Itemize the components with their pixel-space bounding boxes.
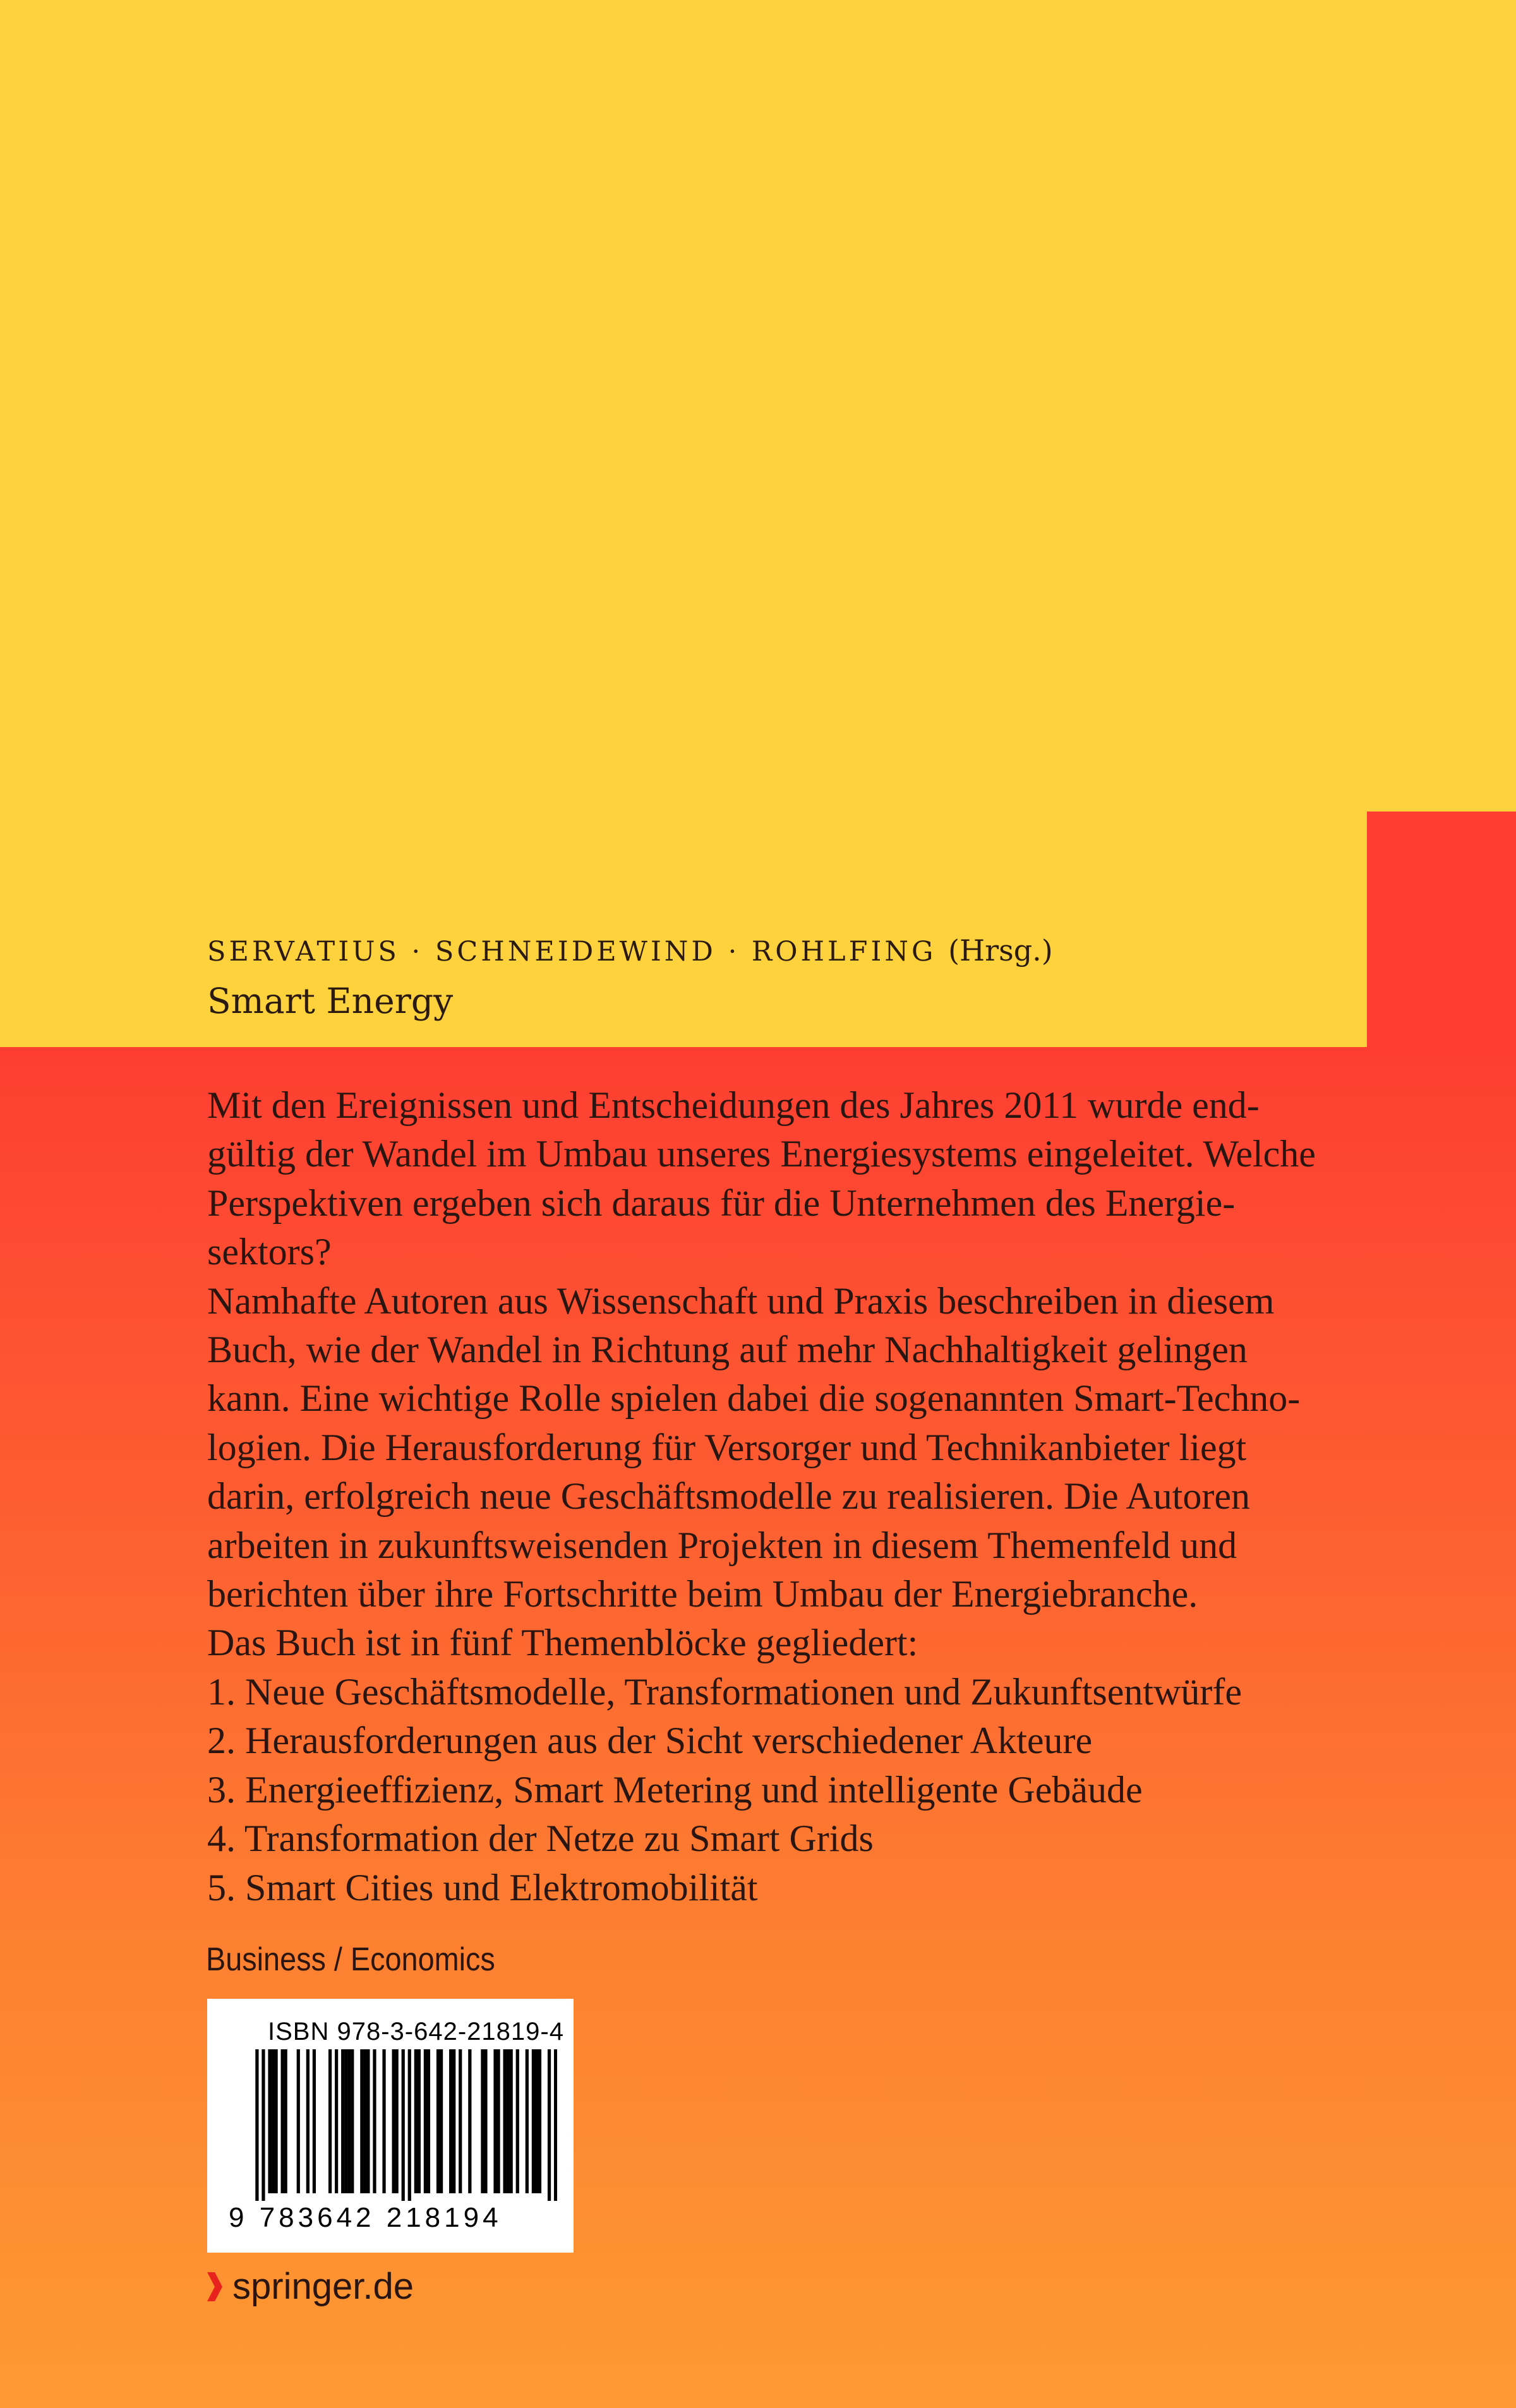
- barcode-panel: [207, 1999, 574, 2253]
- topic-list-item: 3. Energieeffizienz, Smart Metering und intelligente Gebäude: [207, 1768, 1143, 1811]
- blurb-line: Das Buch ist in fünf Themenblöcke gegliedert:: [207, 1622, 918, 1664]
- red-accent-tab: [1367, 812, 1516, 1051]
- barcode-bar: [548, 2049, 551, 2201]
- barcode-bar: [516, 2049, 519, 2193]
- topic-list-item: 2. Herausforderungen aus der Sicht verschiedener Akteure: [207, 1720, 1093, 1762]
- blurb-line: darin, erfolgreich neue Geschäftsmodelle zu realisieren. Die Autoren: [207, 1475, 1250, 1518]
- barcode-bar: [271, 2049, 274, 2193]
- barcode-image: [224, 2049, 557, 2201]
- barcode-bar: [538, 2049, 541, 2193]
- editors-line: [207, 933, 1053, 967]
- barcode-bar: [373, 2049, 376, 2193]
- barcode-bar: [360, 2049, 363, 2193]
- barcode-bar: [284, 2049, 287, 2193]
- barcode-bar: [459, 2049, 462, 2193]
- barcode-bar: [408, 2049, 411, 2201]
- barcode-digits: 9 783642 218194: [229, 2202, 502, 2233]
- barcode-bar: [328, 2049, 332, 2193]
- publisher-url: springer.de: [232, 2266, 414, 2307]
- barcode-bar: [436, 2049, 440, 2193]
- category-label: Business / Economics: [206, 1941, 495, 1978]
- blurb-line: kann. Eine wichtige Rolle spielen dabei die sogenannten Smart-Techno-: [207, 1377, 1301, 1420]
- barcode-bar: [274, 2049, 277, 2193]
- barcode-bar: [341, 2049, 344, 2193]
- barcode-bar: [414, 2049, 418, 2193]
- barcode-bar: [496, 2049, 500, 2193]
- barcode-bar: [281, 2049, 284, 2193]
- top-yellow-panel: [0, 0, 1516, 1048]
- barcode-bar: [262, 2049, 265, 2201]
- barcode-bar: [440, 2049, 443, 2193]
- barcode-bar: [313, 2049, 316, 2193]
- blurb-line: gültig der Wandel im Umbau unseres Energiesystems eingeleitet. Welche: [207, 1133, 1316, 1175]
- barcode-bar: [526, 2049, 529, 2193]
- barcode-bar: [510, 2049, 513, 2193]
- barcode-bar: [503, 2049, 507, 2193]
- isbn-label: ISBN 978-3-642-21819-4: [268, 2018, 564, 2046]
- barcode-bar: [535, 2049, 538, 2193]
- barcode-bar: [554, 2049, 557, 2201]
- barcode-bar: [468, 2049, 471, 2193]
- barcode-bar: [481, 2049, 484, 2193]
- barcode-bar: [532, 2049, 535, 2193]
- topic-list-item: 1. Neue Geschäftsmodelle, Transformationen und Zukunftsentwürfe: [207, 1670, 1242, 1713]
- barcode-bar: [493, 2049, 496, 2193]
- barcode-bar: [382, 2049, 385, 2193]
- barcode-bar: [363, 2049, 366, 2193]
- editors-names: SERVATIUS · SCHNEIDEWIND · ROHLFING: [207, 936, 937, 967]
- barcode-bar: [344, 2049, 347, 2193]
- editors-suffix: (Hrsg.): [948, 933, 1053, 967]
- blurb-text: [207, 1081, 1407, 1912]
- book-title: Smart Energy: [207, 981, 454, 1021]
- blurb-line: Perspektiven ergeben sich daraus für die Unternehmen des Energie-: [207, 1182, 1236, 1224]
- barcode-bar: [424, 2049, 427, 2193]
- barcode-bar: [366, 2049, 370, 2193]
- blurb-line: logien. Die Herausforderung für Versorger und Technikanbieter liegt: [207, 1426, 1247, 1468]
- barcode-bar: [347, 2049, 351, 2193]
- barcode-bar: [351, 2049, 354, 2193]
- publisher-link[interactable]: [206, 2265, 414, 2308]
- barcode-bar: [449, 2049, 452, 2193]
- blurb-line: Namhafte Autoren aus Wissenschaft und Praxis beschreiben in diesem: [207, 1279, 1275, 1322]
- barcode-bar: [306, 2049, 310, 2193]
- barcode-bar: [418, 2049, 421, 2193]
- barcode-bar: [335, 2049, 338, 2193]
- blurb-line: Buch, wie der Wandel in Richtung auf mehr Nachhaltigkeit gelingen: [207, 1329, 1248, 1371]
- blurb-line: arbeiten in zukunftsweisenden Projekten in diesem Themenfeld und: [207, 1524, 1237, 1566]
- barcode-bar: [507, 2049, 510, 2193]
- chevron-right-icon: [206, 2268, 224, 2305]
- blurb-line: Mit den Ereignissen und Entscheidungen des Jahres 2011 wurde end-: [207, 1084, 1260, 1126]
- barcode-bar: [255, 2049, 258, 2201]
- blurb-line: berichten über ihre Fortschritte beim Umbau der Energiebranche.: [207, 1573, 1198, 1615]
- barcode-bar: [402, 2049, 405, 2201]
- barcode-bar: [392, 2049, 395, 2193]
- barcode-bar: [452, 2049, 455, 2193]
- barcode-bar: [484, 2049, 487, 2193]
- barcode-bar: [395, 2049, 399, 2193]
- blurb-line: sektors?: [207, 1231, 332, 1273]
- topic-list-item: 5. Smart Cities und Elektromobilität: [207, 1866, 758, 1908]
- barcode-bar: [268, 2049, 271, 2193]
- barcode-bar: [297, 2049, 300, 2193]
- topic-list-item: 4. Transformation der Netze zu Smart Grids: [207, 1818, 874, 1860]
- barcode-bar: [427, 2049, 430, 2193]
